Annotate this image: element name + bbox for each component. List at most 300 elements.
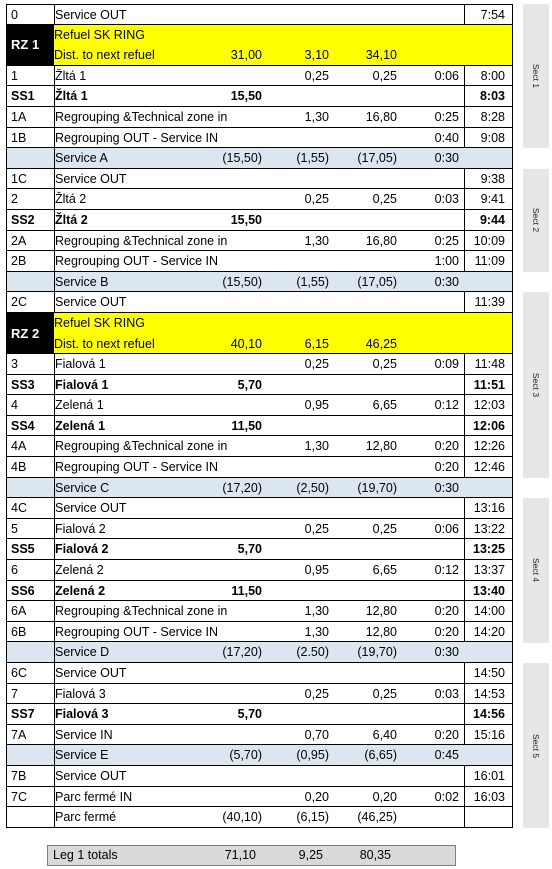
leg-totals-row (47, 845, 456, 866)
location-name: Žltá 2 (54, 210, 269, 230)
control-code: 7C (11, 789, 27, 804)
total-km (333, 375, 397, 395)
location-name: Regrouping OUT - Service IN (54, 622, 269, 642)
location-name: Zelená 1 (54, 416, 269, 436)
sector-text: Sect 4 (531, 558, 541, 583)
stage-km (192, 107, 262, 127)
liaison-km: 0,25 (304, 686, 329, 701)
service-row (7, 642, 512, 663)
refuel-info (54, 313, 512, 353)
liaison-km: (1,55) (296, 274, 329, 289)
time-of-day: 10:09 (464, 231, 509, 251)
time-of-day: 15:16 (464, 725, 509, 745)
location-name: Service OUT (54, 766, 269, 786)
liaison-km: 0,25 (304, 68, 329, 83)
stage-km (192, 560, 262, 580)
liaison-km (264, 169, 329, 189)
target-time: 0:20 (434, 624, 459, 639)
time-of-day: 12:03 (464, 395, 509, 415)
special-stage-row (7, 375, 512, 396)
control-code (11, 478, 49, 498)
stage-km (192, 622, 262, 642)
time-of-day (464, 272, 509, 292)
stage-km (192, 354, 262, 374)
time-of-day: 13:25 (464, 539, 509, 559)
location-name: Fialová 3 (54, 704, 269, 724)
special-stage-row (7, 416, 512, 437)
stage-km (192, 601, 262, 621)
target-time (405, 169, 459, 189)
control-code: SS7 (11, 707, 35, 722)
itinerary-row (7, 684, 512, 705)
liaison-km: (0,95) (296, 748, 329, 763)
location-name: Regrouping &Technical zone in (54, 231, 269, 251)
stage-km: 11,50 (231, 418, 262, 433)
target-time (405, 766, 459, 786)
refuel-distance-label: Dist. to next refuel (54, 336, 155, 351)
stage-km: (5,70) (229, 748, 262, 763)
refuel-info (54, 25, 512, 65)
location-name: Service E (54, 745, 269, 765)
total-km: 16,80 (365, 233, 397, 248)
target-time (405, 5, 459, 24)
liaison-km: 0,25 (304, 192, 329, 207)
control-code: SS4 (11, 418, 35, 433)
location-name: Regrouping OUT - Service IN (54, 128, 269, 148)
liaison-km (264, 251, 329, 271)
stage-km (192, 231, 262, 251)
time-of-day: 11:39 (464, 292, 509, 312)
target-time: 0:20 (434, 460, 459, 475)
location-name: Service A (54, 148, 269, 168)
itinerary-row (7, 663, 512, 684)
control-code: 6C (11, 666, 27, 680)
total-km: 0,25 (372, 192, 397, 207)
target-time (405, 86, 459, 106)
target-time (405, 704, 459, 724)
liaison-km: 1,30 (304, 439, 329, 454)
location-name: Service C (54, 478, 269, 498)
liaison-km: 0,95 (304, 563, 329, 578)
location-name: Zelená 2 (54, 560, 269, 580)
total-km: 0,25 (372, 686, 397, 701)
liaison-km (264, 704, 329, 724)
location-name: Fialová 2 (54, 519, 269, 539)
control-code (11, 807, 49, 827)
time-of-day: 9:38 (464, 169, 509, 189)
target-time: 0:30 (434, 274, 459, 289)
location-name: Regrouping &Technical zone in (54, 601, 269, 621)
liaison-km (264, 539, 329, 559)
stage-km (192, 663, 262, 683)
target-time (405, 663, 459, 683)
stage-km (192, 169, 262, 189)
control-code: 7A (11, 727, 27, 742)
location-name: Service OUT (54, 5, 269, 24)
liaison-km: (1,55) (296, 151, 329, 166)
itinerary-row (7, 766, 512, 787)
itinerary-row (7, 519, 512, 540)
stage-km: 5,70 (237, 542, 262, 557)
location-name: Fialová 2 (54, 539, 269, 559)
location-name: Regrouping OUT - Service IN (54, 457, 269, 477)
time-of-day: 14:50 (464, 663, 509, 683)
target-time: 0:30 (434, 645, 459, 660)
stage-km: (15,50) (222, 274, 262, 289)
stage-km: 11,50 (231, 583, 262, 598)
target-time (405, 581, 459, 601)
itinerary-row (7, 107, 512, 128)
total-km: 12,80 (365, 439, 397, 454)
itinerary-row (7, 4, 512, 25)
target-time: 0:12 (434, 563, 459, 578)
location-name: Parc fermé IN (54, 787, 269, 807)
liaison-km (264, 375, 329, 395)
stage-km: 5,70 (237, 377, 262, 392)
liaison-km: 0,25 (304, 357, 329, 372)
control-code (11, 745, 49, 765)
time-of-day: 14:53 (464, 684, 509, 704)
total-km: (19,70) (357, 645, 397, 660)
liaison-km (264, 416, 329, 436)
total-km (333, 498, 397, 518)
refuel-total-km: 46,25 (365, 336, 397, 351)
liaison-km (264, 766, 329, 786)
sector-text: Sect 5 (531, 733, 541, 758)
itinerary-row (7, 807, 512, 828)
stage-km (192, 436, 262, 456)
itinerary-row (7, 128, 512, 149)
control-code: 4B (11, 460, 27, 475)
itinerary-row (7, 354, 512, 375)
time-of-day: 8:03 (464, 86, 509, 106)
total-km (333, 292, 397, 312)
time-of-day: 16:03 (464, 787, 509, 807)
liaison-km (264, 457, 329, 477)
liaison-km (264, 5, 329, 24)
itinerary-row (7, 395, 512, 416)
refuel-stage-km: 40,10 (230, 336, 262, 351)
control-code: SS3 (11, 377, 35, 392)
totals-stage-km: 71,10 (224, 848, 256, 862)
liaison-km (264, 86, 329, 106)
itinerary-row (7, 725, 512, 746)
liaison-km: 0,25 (304, 521, 329, 536)
control-code: 5 (11, 521, 18, 536)
sector-text: Sect 2 (531, 208, 541, 233)
total-km: 6,65 (372, 398, 397, 413)
control-code: SS5 (11, 542, 35, 557)
stage-km: (40,10) (222, 810, 262, 825)
target-time: 0:03 (434, 192, 459, 207)
location-name: Zelená 1 (54, 395, 269, 415)
time-of-day: 9:41 (464, 189, 509, 209)
refuel-stage-km: 31,00 (230, 48, 262, 63)
location-name: Fialová 1 (54, 354, 269, 374)
sector-label (523, 169, 549, 272)
target-time: 0:06 (434, 521, 459, 536)
liaison-km (264, 292, 329, 312)
total-km: 12,80 (365, 624, 397, 639)
total-km: (6,65) (364, 748, 397, 763)
time-of-day: 12:26 (464, 436, 509, 456)
itinerary-row (7, 169, 512, 190)
time-of-day: 12:06 (464, 416, 509, 436)
location-name: Service D (54, 642, 269, 662)
control-code: 3 (11, 357, 18, 372)
total-km: 0,25 (372, 68, 397, 83)
target-time: 0:40 (434, 130, 459, 145)
itinerary-row (7, 66, 512, 87)
total-km (333, 457, 397, 477)
target-time: 1:00 (434, 254, 459, 269)
itinerary-row (7, 189, 512, 210)
refuel-location: Refuel SK RING (54, 27, 146, 42)
target-time: 0:20 (434, 604, 459, 619)
stage-km: 15,50 (230, 89, 262, 104)
refuel-location: Refuel SK RING (54, 315, 146, 330)
control-code (11, 272, 49, 292)
total-km (333, 86, 397, 106)
time-of-day: 13:22 (464, 519, 509, 539)
target-time (405, 292, 459, 312)
total-km (333, 169, 397, 189)
control-code: 4A (11, 439, 27, 454)
refuel-zone-badge: RZ 1 (7, 25, 54, 65)
liaison-km: 0,95 (304, 398, 329, 413)
refuel-row (7, 313, 512, 354)
stage-km (192, 725, 262, 745)
total-km (333, 251, 397, 271)
time-of-day: 7:54 (464, 5, 509, 24)
itinerary-row (7, 498, 512, 519)
target-time: 0:30 (434, 480, 459, 495)
liaison-km: 1,30 (304, 109, 329, 124)
totals-total-km: 80,35 (359, 848, 391, 862)
itinerary-row (7, 601, 512, 622)
itinerary-row (7, 622, 512, 643)
total-km: (19,70) (357, 480, 397, 495)
control-code: 7B (11, 768, 27, 783)
control-code: SS2 (11, 212, 35, 227)
control-code (11, 642, 49, 662)
totals-liaison-km: 9,25 (298, 848, 323, 862)
location-name: Parc fermé (54, 807, 269, 827)
total-km (333, 539, 397, 559)
time-of-day: 9:44 (464, 210, 509, 230)
total-km: 16,80 (365, 109, 397, 124)
service-row (7, 272, 512, 293)
location-name: Žltá 1 (54, 86, 269, 106)
time-of-day: 12:46 (464, 457, 509, 477)
special-stage-row (7, 704, 512, 725)
control-code: 7 (11, 686, 18, 701)
liaison-km: (2,50) (296, 480, 329, 495)
liaison-km: 0,20 (304, 789, 329, 804)
location-name: Zelená 2 (54, 581, 269, 601)
target-time: 0:25 (434, 233, 459, 248)
liaison-km: 1,30 (304, 233, 329, 248)
stage-km (192, 189, 262, 209)
liaison-km (264, 128, 329, 148)
total-km (333, 704, 397, 724)
target-time (405, 375, 459, 395)
special-stage-row (7, 581, 512, 602)
time-of-day (464, 745, 509, 765)
time-of-day: 8:00 (464, 66, 509, 86)
stage-km: 15,50 (230, 212, 262, 227)
itinerary-row (7, 251, 512, 272)
liaison-km: 1,30 (304, 604, 329, 619)
time-of-day: 11:48 (464, 354, 509, 374)
liaison-km (264, 581, 329, 601)
target-time (405, 539, 459, 559)
total-km (333, 416, 397, 436)
liaison-km (264, 498, 329, 518)
stage-km (192, 251, 262, 271)
stage-km (192, 519, 262, 539)
liaison-km: 1,30 (304, 624, 329, 639)
liaison-km (264, 210, 329, 230)
time-of-day: 13:16 (464, 498, 509, 518)
location-name: Regrouping &Technical zone in (54, 107, 269, 127)
time-of-day (464, 807, 509, 827)
stage-km (192, 395, 262, 415)
location-name: Service IN (54, 725, 269, 745)
stage-km: (17,20) (222, 645, 262, 660)
service-row (7, 478, 512, 499)
total-km (333, 5, 397, 24)
control-code: 1A (11, 109, 27, 124)
total-km: 0,20 (372, 789, 397, 804)
stage-km: 5,70 (237, 707, 262, 722)
control-code: 4C (11, 501, 27, 516)
itinerary-row (7, 231, 512, 252)
location-name: Service OUT (54, 663, 269, 683)
stage-km (192, 498, 262, 518)
sector-label (523, 663, 549, 828)
sector-text: Sect 1 (531, 64, 541, 89)
total-km: 0,25 (372, 357, 397, 372)
location-name: Fialová 3 (54, 684, 269, 704)
location-name: Service OUT (54, 498, 269, 518)
target-time (405, 210, 459, 230)
liaison-km: (6,15) (296, 810, 329, 825)
stage-km (192, 128, 262, 148)
location-name: Service OUT (54, 292, 269, 312)
time-of-day: 8:28 (464, 107, 509, 127)
sector-label (523, 292, 549, 477)
target-time: 0:02 (434, 789, 459, 804)
total-km: 6,65 (372, 563, 397, 578)
target-time (405, 498, 459, 518)
target-time: 0:20 (434, 439, 459, 454)
refuel-row (7, 25, 512, 66)
stage-km (192, 766, 262, 786)
total-km: 12,80 (365, 604, 397, 619)
total-km: (46,25) (357, 810, 397, 825)
control-code: 2B (11, 254, 27, 269)
time-of-day: 16:01 (464, 766, 509, 786)
time-of-day (464, 148, 509, 168)
time-of-day: 9:08 (464, 128, 509, 148)
control-code: 2A (11, 233, 27, 248)
service-row (7, 745, 512, 766)
location-name: Service B (54, 272, 269, 292)
time-of-day: 11:09 (464, 251, 509, 271)
stage-km: (15,50) (222, 151, 262, 166)
time-of-day: 14:00 (464, 601, 509, 621)
location-name: Regrouping OUT - Service IN (54, 251, 269, 271)
total-km: (17,05) (357, 274, 397, 289)
total-km: (17,05) (357, 151, 397, 166)
target-time: 0:20 (434, 727, 459, 742)
stage-km (192, 292, 262, 312)
itinerary-row (7, 560, 512, 581)
time-of-day: 13:40 (464, 581, 509, 601)
total-km (333, 210, 397, 230)
target-time: 0:45 (434, 748, 459, 763)
stage-km (192, 457, 262, 477)
location-name: Žltá 1 (54, 66, 269, 86)
itinerary-row (7, 436, 512, 457)
total-km (333, 663, 397, 683)
target-time: 0:25 (434, 109, 459, 124)
stage-km (192, 684, 262, 704)
refuel-total-km: 34,10 (365, 48, 397, 63)
time-of-day: 14:56 (464, 704, 509, 724)
target-time: 0:09 (434, 357, 459, 372)
refuel-liaison-km: 6,15 (304, 336, 329, 351)
sector-label (523, 4, 549, 148)
special-stage-row (7, 539, 512, 560)
control-code: 2C (11, 295, 27, 310)
stage-km: (17,20) (222, 480, 262, 495)
total-km: 0,25 (372, 521, 397, 536)
liaison-km (264, 663, 329, 683)
totals-label: Leg 1 totals (53, 848, 118, 862)
control-code: 6A (11, 604, 27, 619)
time-of-day: 14:20 (464, 622, 509, 642)
time-of-day: 13:37 (464, 560, 509, 580)
target-time: 0:03 (434, 686, 459, 701)
refuel-zone-badge: RZ 2 (7, 313, 54, 353)
control-code: SS1 (11, 89, 35, 104)
itinerary-row (7, 292, 512, 313)
control-code: 6B (11, 624, 27, 639)
control-code: 1C (11, 171, 27, 186)
refuel-distance-label: Dist. to next refuel (54, 48, 155, 63)
total-km (333, 581, 397, 601)
total-km: 6,40 (372, 727, 397, 742)
liaison-km: (2.50) (296, 645, 329, 660)
sector-label (523, 498, 549, 642)
target-time (405, 807, 459, 827)
time-of-day (464, 642, 509, 662)
control-code: 2 (11, 192, 18, 207)
total-km (333, 128, 397, 148)
time-of-day (464, 478, 509, 498)
location-name: Žltá 2 (54, 189, 269, 209)
control-code (11, 148, 49, 168)
sector-text: Sect 3 (531, 373, 541, 398)
control-code: 4 (11, 398, 18, 413)
special-stage-row (7, 210, 512, 231)
location-name: Service OUT (54, 169, 269, 189)
itinerary-row (7, 457, 512, 478)
control-code: SS6 (11, 583, 35, 598)
target-time: 0:30 (434, 151, 459, 166)
